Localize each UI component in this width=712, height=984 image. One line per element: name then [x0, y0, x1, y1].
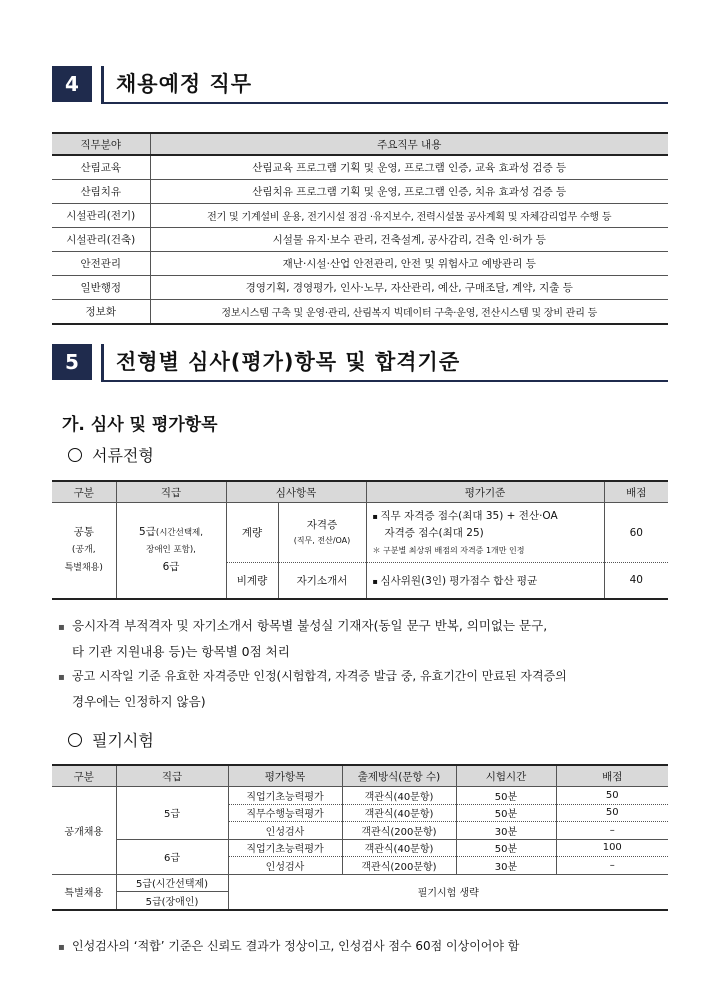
grade-cell: 5급(장애인) [116, 892, 228, 910]
section-5-header [52, 344, 668, 382]
table-row [52, 252, 668, 276]
section-number: 5 [52, 344, 92, 380]
exam-time: 50분 [456, 839, 556, 857]
section-divider [101, 344, 104, 382]
duty-field: 일반행정 [52, 276, 150, 300]
note-item-cont: 경우에는 인정하지 않음) [72, 694, 206, 709]
exam-score: – [556, 822, 668, 840]
grade-sub: 장애인 포함), [146, 545, 196, 556]
table-header-row [52, 481, 668, 503]
document-screening-heading [68, 443, 154, 466]
criteria-note: 구분별 최상위 배점의 자격증 1개만 인정 [383, 546, 525, 555]
grade-cell: 5급 [116, 787, 228, 840]
quant-label: 계량 [226, 503, 278, 563]
section-4-header [52, 66, 668, 104]
duty-field: 산림치유 [52, 180, 150, 204]
section-title: 채용예정 직무 [116, 72, 253, 96]
duty-table [52, 132, 668, 325]
category-sub: 특별채용) [64, 563, 103, 574]
circle-bullet-icon [68, 733, 82, 747]
note-item-cont: 타 기관 지원내용 등)는 항목별 0점 처리 [72, 644, 290, 659]
table-row [52, 839, 668, 857]
quant-item-text: 자격증 [306, 518, 338, 531]
exam-format: 객관식(40문항) [342, 839, 456, 857]
section-number: 4 [52, 66, 92, 102]
written-exam-table [52, 764, 668, 911]
note-item: ▪ 인성검사의 ‘적합’ 기준은 신뢰도 결과가 정상이고, 인성검사 점수 60점 이상이어야 함 [58, 939, 520, 953]
table-row [52, 276, 668, 300]
grade-sub: (시간선택제, [155, 528, 203, 539]
subsection-title: 가. 심사 및 평가항목 [62, 415, 218, 435]
exam-item: 직업기초능력평가 [228, 839, 342, 857]
header-criteria: 평가기준 [366, 481, 604, 503]
header-category: 구분 [52, 765, 116, 787]
criteria-text: 자격증 점수(최대 25) [384, 527, 484, 539]
criteria-text: 심사위원(3인) 평가점수 합산 평균 [380, 574, 538, 587]
grade-text: 5급 [139, 526, 156, 539]
table-row [52, 204, 668, 228]
quant-item [278, 503, 366, 563]
note-item: ▪ 공고 시작일 기준 유효한 자격증만 인정(시험합격, 자격증 발급 중, 유효기간이 만료된 자격증의 [58, 669, 567, 683]
duty-content: 시설물 유지·보수 관리, 건축설계, 공사감리, 건축 인·허가 등 [150, 228, 668, 252]
header-category: 구분 [52, 481, 116, 503]
note-item: ▪ 응시자격 부적격자 및 자기소개서 항목별 불성실 기재자(동일 문구 반복, 의미없는 문구, [58, 618, 548, 633]
category-cell: 특별채용 [52, 874, 116, 910]
qual-label: 비계량 [226, 563, 278, 599]
note-text: 인성검사의 ‘적합’ 기준은 신뢰도 결과가 정상이고, 인성검사 점수 60점 이상이어야 함 [72, 939, 520, 953]
section-title: 전형별 심사(평가)항목 및 합격기준 [116, 350, 461, 374]
section-divider [101, 66, 104, 104]
header-format: 출제방식(문항 수) [342, 765, 456, 787]
qual-item: 자기소개서 [278, 563, 366, 599]
exam-time: 50분 [456, 804, 556, 822]
table-row [52, 503, 668, 563]
header-item: 평가항목 [228, 765, 342, 787]
note-text: 공고 시작일 기준 유효한 자격증만 인정(시험합격, 자격증 발급 중, 유효기간이 만료된 자격증의 [72, 669, 567, 683]
category-cell: 공개채용 [52, 787, 116, 875]
header-duty-field: 직무분야 [52, 133, 150, 155]
exam-score: 50 [556, 787, 668, 805]
table-header-row [52, 765, 668, 787]
duty-content: 전기 및 기계설비 운용, 전기시설 점검 ·유지보수, 전력시설물 공사계획 및 자체감리업무 수행 등 [150, 204, 668, 228]
special-note: 필기시험 생략 [228, 874, 668, 910]
table-row [52, 300, 668, 325]
table-row [52, 874, 668, 892]
grade-cell [116, 503, 226, 599]
section-underline [104, 380, 668, 382]
header-time: 시험시간 [456, 765, 556, 787]
duty-content: 산림교육 프로그램 기획 및 운영, 프로그램 인증, 교육 효과성 검증 등 [150, 155, 668, 180]
qual-score: 40 [604, 563, 668, 599]
section-underline [104, 102, 668, 104]
qual-criteria: ▪ 심사위원(3인) 평가점수 합산 평균 [366, 563, 604, 599]
category-sub: (공개, [71, 545, 96, 556]
duty-content: 산림치유 프로그램 기획 및 운영, 프로그램 인증, 치유 효과성 검증 등 [150, 180, 668, 204]
quant-score: 60 [604, 503, 668, 563]
exam-score: 100 [556, 839, 668, 857]
duty-field: 안전관리 [52, 252, 150, 276]
criteria-text: 직무 자격증 점수(최대 35) + 전산·OA [380, 510, 558, 522]
header-score: 배점 [604, 481, 668, 503]
exam-format: 객관식(200문항) [342, 857, 456, 875]
quant-criteria: ▪ 직무 자격증 점수(최대 35) + 전산·OA 자격증 점수(최대 25) ＊ 구분별 최상위 배점의 자격증 1개만 인정 [366, 503, 604, 563]
exam-time: 50분 [456, 787, 556, 805]
exam-score: – [556, 857, 668, 875]
notes-block [58, 614, 670, 714]
table-row [52, 228, 668, 252]
exam-score: 50 [556, 804, 668, 822]
exam-format: 객관식(200문항) [342, 822, 456, 840]
header-grade: 직급 [116, 765, 228, 787]
written-exam-heading [68, 728, 154, 751]
heading-text: 필기시험 [92, 731, 154, 750]
note-text: 응시자격 부적격자 및 자기소개서 항목별 불성실 기재자(동일 문구 반복, 의미없는 문구, [72, 618, 548, 633]
exam-format: 객관식(40문항) [342, 787, 456, 805]
duty-content: 경영기획, 경영평가, 인사·노무, 자산관리, 예산, 구매조달, 계약, 지출 등 [150, 276, 668, 300]
exam-time: 30분 [456, 822, 556, 840]
quant-item-sub: (직무, 전산/OA) [293, 535, 351, 545]
heading-text: 서류전형 [92, 446, 154, 465]
table-row [52, 787, 668, 805]
table-header-row [52, 133, 668, 155]
category-text: 공통 [73, 526, 94, 539]
exam-item: 직무수행능력평가 [228, 804, 342, 822]
exam-format: 객관식(40문항) [342, 804, 456, 822]
header-items: 심사항목 [226, 481, 366, 503]
duty-content: 재난·시설·산업 안전관리, 안전 및 위험사고 예방관리 등 [150, 252, 668, 276]
duty-field: 산림교육 [52, 155, 150, 180]
duty-content: 정보시스템 구축 및 운영·관리, 산림복지 빅데이터 구축·운영, 전산시스템 및 장비 관리 등 [150, 300, 668, 325]
grade-text: 6급 [162, 561, 180, 574]
category-cell [52, 503, 116, 599]
header-score: 배점 [556, 765, 668, 787]
grade-cell: 5급(시간선택제) [116, 874, 228, 892]
exam-item: 직업기초능력평가 [228, 787, 342, 805]
grade-cell: 6급 [116, 839, 228, 874]
header-duty-content: 주요직무 내용 [150, 133, 668, 155]
table-row [52, 180, 668, 204]
document-screening-table [52, 480, 668, 600]
table-row [52, 155, 668, 180]
exam-item: 인성검사 [228, 822, 342, 840]
duty-field: 정보화 [52, 300, 150, 325]
exam-item: 인성검사 [228, 857, 342, 875]
exam-time: 30분 [456, 857, 556, 875]
duty-field: 시설관리(전기) [52, 204, 150, 228]
duty-field: 시설관리(건축) [52, 228, 150, 252]
circle-bullet-icon [68, 448, 82, 462]
header-grade: 직급 [116, 481, 226, 503]
